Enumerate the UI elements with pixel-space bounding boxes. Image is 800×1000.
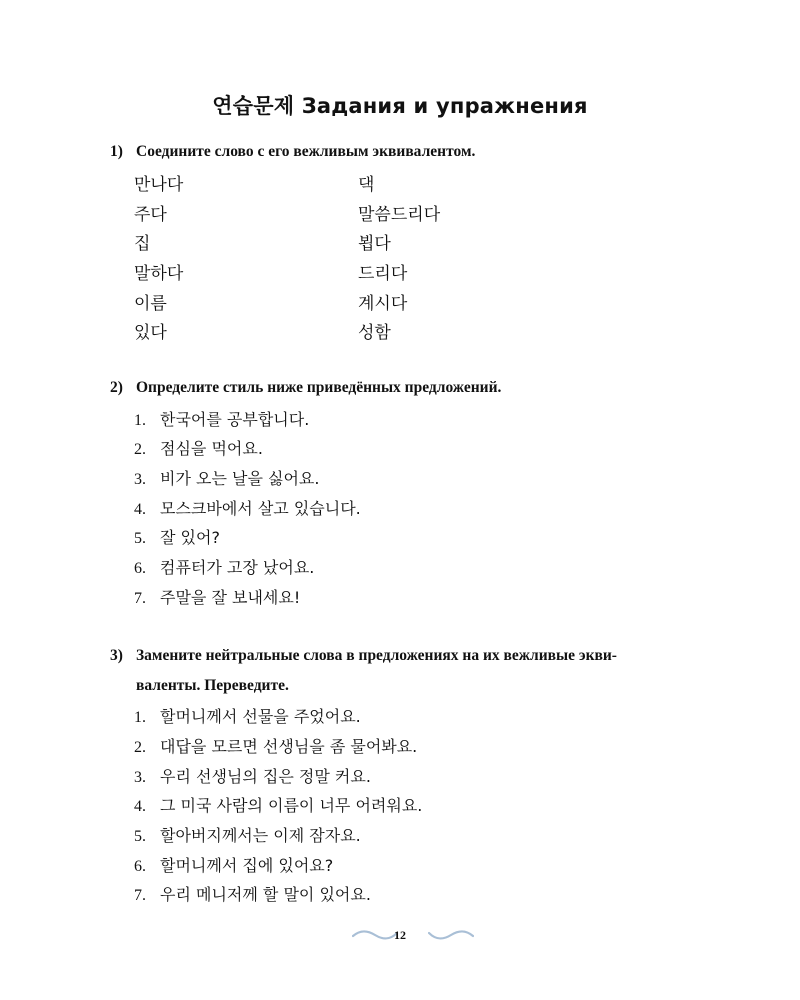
item-number: 5. — [134, 828, 146, 845]
left-word: 주다 — [134, 205, 167, 225]
left-word: 집 — [134, 234, 151, 254]
item-text: 주말을 잘 보내세요! — [160, 588, 301, 607]
item-text: 컴퓨터가 고장 났어요. — [160, 558, 315, 577]
section1-heading-text: Соедините слово с его вежливым эквивалентом. — [136, 143, 476, 160]
list-item — [134, 823, 361, 846]
item-text: 잘 있어? — [160, 528, 220, 547]
item-text: 우리 선생님의 집은 정말 커요. — [160, 767, 371, 786]
section3-heading-text-line1: Замените нейтральные слова в предложениях на их вежливые экви- — [136, 647, 617, 664]
list-item — [134, 704, 361, 727]
left-word: 만나다 — [134, 175, 184, 195]
item-number: 1. — [134, 412, 146, 429]
section2-heading — [110, 379, 501, 397]
list-item — [134, 734, 417, 757]
section1-number: 1) — [110, 143, 123, 160]
left-word: 말하다 — [134, 264, 184, 284]
right-word: 계시다 — [358, 294, 408, 314]
item-number: 2. — [134, 739, 146, 756]
list-item — [134, 436, 263, 459]
list-item — [134, 585, 300, 608]
item-text: 한국어를 공부합니다. — [160, 410, 310, 429]
item-text: 할머니께서 선물을 주었어요. — [160, 707, 361, 726]
section3-number: 3) — [110, 647, 123, 664]
list-item — [134, 525, 220, 548]
section2-number: 2) — [110, 379, 123, 396]
list-item — [134, 407, 309, 430]
item-number: 3. — [134, 769, 146, 786]
list-item — [134, 496, 361, 519]
page-title: 연습문제 Задания и упражнения — [212, 94, 588, 118]
list-item — [134, 555, 314, 578]
item-text: 할아버지께서는 이제 잠자요. — [160, 826, 361, 845]
item-number: 3. — [134, 471, 146, 488]
right-word: 말씀드리다 — [358, 205, 441, 225]
item-number: 2. — [134, 441, 146, 458]
item-number: 4. — [134, 501, 146, 518]
right-word: 뵙다 — [358, 234, 391, 254]
item-text: 할머니께서 집에 있어요? — [160, 856, 334, 875]
section1-heading — [110, 143, 475, 161]
list-item — [134, 882, 371, 905]
item-text: 모스크바에서 살고 있습니다. — [160, 499, 361, 518]
right-wave-ornament — [428, 929, 474, 941]
right-word: 댁 — [358, 175, 375, 195]
item-number: 5. — [134, 530, 146, 547]
left-word: 있다 — [134, 323, 167, 343]
list-item — [134, 853, 333, 876]
item-number: 6. — [134, 858, 146, 875]
page-number: 12 — [394, 928, 406, 942]
item-number: 1. — [134, 709, 146, 726]
item-text: 비가 오는 날을 싫어요. — [160, 469, 320, 488]
left-word: 이름 — [134, 294, 167, 314]
section3-heading-text-line2: валенты. Переведите. — [136, 677, 289, 694]
item-text: 우리 메니저께 할 말이 있어요. — [160, 885, 371, 904]
page-footer — [0, 926, 800, 948]
item-number: 4. — [134, 798, 146, 815]
item-number: 6. — [134, 560, 146, 577]
right-word: 성함 — [358, 323, 391, 343]
right-word: 드리다 — [358, 264, 408, 284]
list-item — [134, 764, 371, 787]
list-item — [134, 793, 422, 816]
section3-heading — [110, 647, 617, 665]
item-text: 대답을 모르면 선생님을 좀 물어봐요. — [160, 737, 418, 756]
item-number: 7. — [134, 590, 146, 607]
section2-heading-text: Определите стиль ниже приведённых предложений. — [136, 379, 502, 396]
item-text: 그 미국 사람의 이름이 너무 어려워요. — [160, 796, 423, 815]
item-text: 점심을 먹어요. — [160, 439, 263, 458]
list-item — [134, 466, 319, 489]
item-number: 7. — [134, 887, 146, 904]
